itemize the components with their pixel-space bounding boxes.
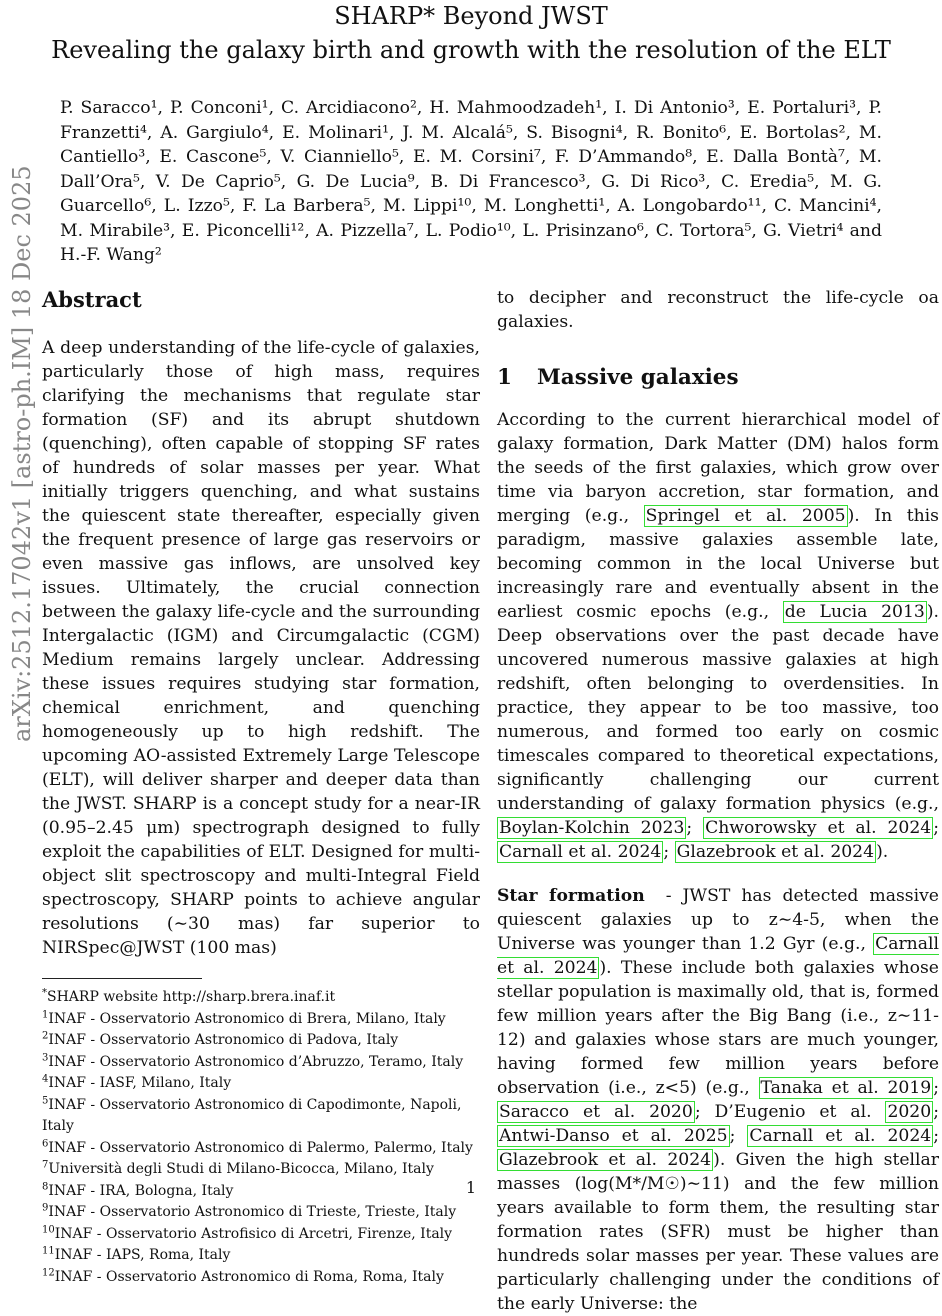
footnote-text: INAF - Osservatorio Astronomico di Padova, Italy (48, 1032, 399, 1048)
footnote-text: INAF - Osservatorio Astronomico di Trieste, Trieste, Italy (48, 1204, 457, 1220)
section-heading (497, 364, 939, 392)
paragraph-text: ). (876, 842, 889, 862)
citation-link[interactable]: Carnall et al. 2024 (749, 1126, 932, 1146)
citation-link[interactable]: Carnall et al. 2024 (497, 934, 939, 978)
footnote-mark: 12 (42, 1266, 55, 1278)
footnote-text: SHARP website http://sharp.brera.inaf.it (47, 989, 336, 1005)
footnote (42, 1245, 480, 1267)
citation-link[interactable]: Carnall et al. 2024 (499, 842, 662, 862)
footnote-text: INAF - Osservatorio Astronomico d’Abruzzo, Teramo, Italy (48, 1053, 464, 1070)
citation-link[interactable]: de Lucia 2013 (784, 602, 925, 622)
paragraph-text: ; (663, 842, 675, 862)
abstract-text: A deep understanding of the life-cycle of galaxies, particularly those of high mass, requires clarifying the mechanisms that regulate star formation (SF) and its abrupt shutdown (quenching), often capable of stopping SF rates of hundreds of solar masses per year. What initially triggers quenching, and what sustains the quiescent state thereafter, especially given the frequent presence of large gas reservoirs or even massive gas inflows, are unsolved key issues. Ultimately, the crucial connection between the galaxy life-cycle and the surrounding Intergalactic (IGM) and Circumgalactic (CGM) Medium remains largely unclear. Addressing these issues requires studying star formation, chemical enrichment, and quenching homogeneously up to high redshift. The upcoming AO-assisted Extremely Large Telescope (ELT), will deliver sharper and deeper data than the JWST. SHARP is a concept study for a near-IR (0.95–2.45 μm) spectrograph designed to fully exploit the capabilities of ELT. Designed for multi-object slit spectroscopy and multi-Integral Field spectroscopy, SHARP points to achieve angular resolutions (∼30 mas) far superior to NIRSpec@JWST (100 mas) (42, 338, 480, 958)
citation-link[interactable]: 2020 (887, 1102, 932, 1122)
footnote (42, 1073, 480, 1095)
footnote-text: INAF - IRA, Bologna, Italy (48, 1182, 234, 1199)
footnote (42, 987, 480, 1009)
page-number: 1 (465, 1178, 477, 1197)
paper-title: SHARP* Beyond JWST (334, 2, 608, 30)
section-paragraph-2 (497, 884, 939, 1316)
paragraph-text: ; (933, 1102, 939, 1122)
citation-link[interactable]: Glazebrook et al. 2024 (676, 842, 875, 862)
footnote-mark: 8 (42, 1180, 49, 1192)
footnote-mark: * (42, 987, 47, 999)
footnote-text: INAF - Osservatorio Astronomico di Brera, Milano, Italy (48, 1010, 446, 1027)
footnote (42, 1095, 480, 1138)
footnote-mark: 7 (42, 1159, 49, 1171)
citation-link[interactable]: Saracco et al. 2020 (499, 1102, 693, 1122)
footnote-text: INAF - Osservatorio Astronomico di Roma, Roma, Italy (54, 1268, 444, 1285)
paragraph-text: ). Deep observations over the past decade have uncovered numerous massive galaxies at high redshift, often belonging to overdensities. In practice, they appear to be too massive, too numerous, and formed too early on cosmic timescales compared to theoretical expectations, significantly challenging our current understanding of galaxy formation physics (e.g., (497, 602, 939, 814)
paragraph-text: ; (933, 1078, 939, 1098)
footnote-text: INAF - Osservatorio Astrofisico di Arcetri, Firenze, Italy (54, 1225, 453, 1242)
footnote-rule (42, 978, 202, 979)
paragraph-text: ; (933, 1126, 939, 1146)
footnote (42, 1202, 480, 1224)
citation-link[interactable]: Springel et al. 2005 (645, 506, 846, 526)
footnote-mark: 1 (42, 1008, 49, 1020)
citation-link[interactable]: Glazebrook et al. 2024 (499, 1150, 712, 1170)
abstract-continuation: to decipher and reconstruct the life-cycle oa galaxies. (497, 288, 939, 332)
paragraph-text: According to the current hierarchical model of galaxy formation, Dark Matter (DM) halos form the seeds of the first galaxies, which grow over time via baryon accretion, star formation, and merging (e.g., (497, 410, 939, 526)
citation-link[interactable]: Antwi-Danso et al. 2025 (499, 1126, 728, 1146)
footnote-mark: 2 (42, 1030, 49, 1042)
citation-link[interactable]: Tanaka et al. 2019 (760, 1078, 932, 1098)
paragraph-2-body (497, 886, 939, 1314)
paragraph-text: ; (729, 1126, 748, 1146)
arxiv-identifier[interactable]: arXiv:2512.17042v1 [astro-ph.IM] 18 Dec 2025 (8, 165, 36, 742)
footnote-text: INAF - Osservatorio Astronomico di Capodimonte, Napoli, Italy (42, 1096, 462, 1134)
footnote-mark: 3 (42, 1051, 49, 1063)
paragraph-text: - JWST has detected massive quiescent galaxies up to z∼4-5, when the Universe was younger than 1.2 Gyr (e.g., (497, 886, 939, 954)
footnote (42, 1052, 480, 1074)
section-paragraph-1 (497, 408, 939, 864)
footnotes (42, 987, 480, 1288)
footnote-mark: 11 (42, 1245, 55, 1257)
footnote (42, 1030, 480, 1052)
section-title: Massive galaxies (537, 365, 739, 390)
citation-link[interactable]: Boylan-Kolchin 2023 (499, 818, 685, 838)
author-list (60, 96, 882, 268)
footnote-mark: 9 (42, 1202, 49, 1214)
footnote-mark: 5 (42, 1094, 49, 1106)
paragraph-text: ; D’Eugenio et al. (694, 1102, 886, 1122)
footnote-text: Università degli Studi di Milano-Bicocca, Milano, Italy (48, 1161, 434, 1177)
abstract-heading: Abstract (42, 287, 142, 312)
run-in-heading: Star formation (497, 886, 645, 906)
footnote (42, 1267, 480, 1289)
paragraph-text: ). These include both galaxies whose stellar population is maximally old, that is, formed few million years after the Big Bang (i.e., z∼11-12) and galaxies whose stars are much younger, having formed few million years before observation (i.e., z<5) (e.g., (497, 958, 939, 1098)
paper-subtitle: Revealing the galaxy birth and growth with the resolution of the ELT (51, 36, 891, 64)
paragraph-text: ; (933, 818, 940, 838)
paragraph-text: ). In this paradigm, massive galaxies assemble late, becoming common in the local Universe but increasingly rare and eventually absent in the earliest cosmic epochs (e.g., (497, 506, 939, 622)
paragraph-text: ; (686, 818, 704, 838)
section-number: 1 (497, 365, 512, 390)
footnote-text: INAF - Osservatorio Astronomico di Palermo, Palermo, Italy (48, 1139, 473, 1156)
footnote-text: INAF - IAPS, Roma, Italy (54, 1247, 231, 1263)
footnote-mark: 6 (42, 1137, 49, 1149)
left-column (42, 286, 480, 1288)
footnote-text: INAF - IASF, Milano, Italy (48, 1075, 232, 1091)
right-column (497, 286, 939, 1316)
footnote (42, 1224, 480, 1246)
footnote (42, 1138, 480, 1160)
paragraph-text: ). Given the high stellar masses (log(M*/M☉)∼11) and the few million years available to form them, the resulting star formation rates (SFR) must be higher than hundreds solar masses per year. These values are particularly challenging under the conditions of the early Universe: the (497, 1150, 939, 1314)
footnote-mark: 10 (42, 1223, 55, 1235)
authors-text: P. Saracco¹, P. Conconi¹, C. Arcidiacono², H. Mahmoodzadeh¹, I. Di Antonio³, E. Portaluri³, P. Franzetti⁴, A. Gargiulo⁴, E. Molinari¹, J. M. Alcalá⁵, S. Bisogni⁴, R. Bonito⁶, E. Bortolas², M. Cantiello³, E. Cascone⁵, V. Cianniello⁵, E. M. Corsini⁷, F. D’Ammando⁸, E. Dalla Bontà⁷, M. Dall’Ora⁵, V. De Caprio⁵, G. De Lucia⁹, B. Di Francesco³, G. Di Rico³, C. Eredia⁵, M. G. Guarcello⁶, L. Izzo⁵, F. La Barbera⁵, M. Lippi¹⁰, M. Longhetti¹, A. Longobardo¹¹, C. Mancini⁴, M. Mirabile³, E. Piconcelli¹², A. Pizzella⁷, L. Podio¹⁰, L. Prisinzano⁶, C. Tortora⁵, G. Vietri⁴ and H.-F. Wang² (60, 98, 882, 265)
footnote-mark: 4 (42, 1073, 49, 1085)
footnote (42, 1009, 480, 1031)
citation-link[interactable]: Chworowsky et al. 2024 (705, 818, 932, 838)
